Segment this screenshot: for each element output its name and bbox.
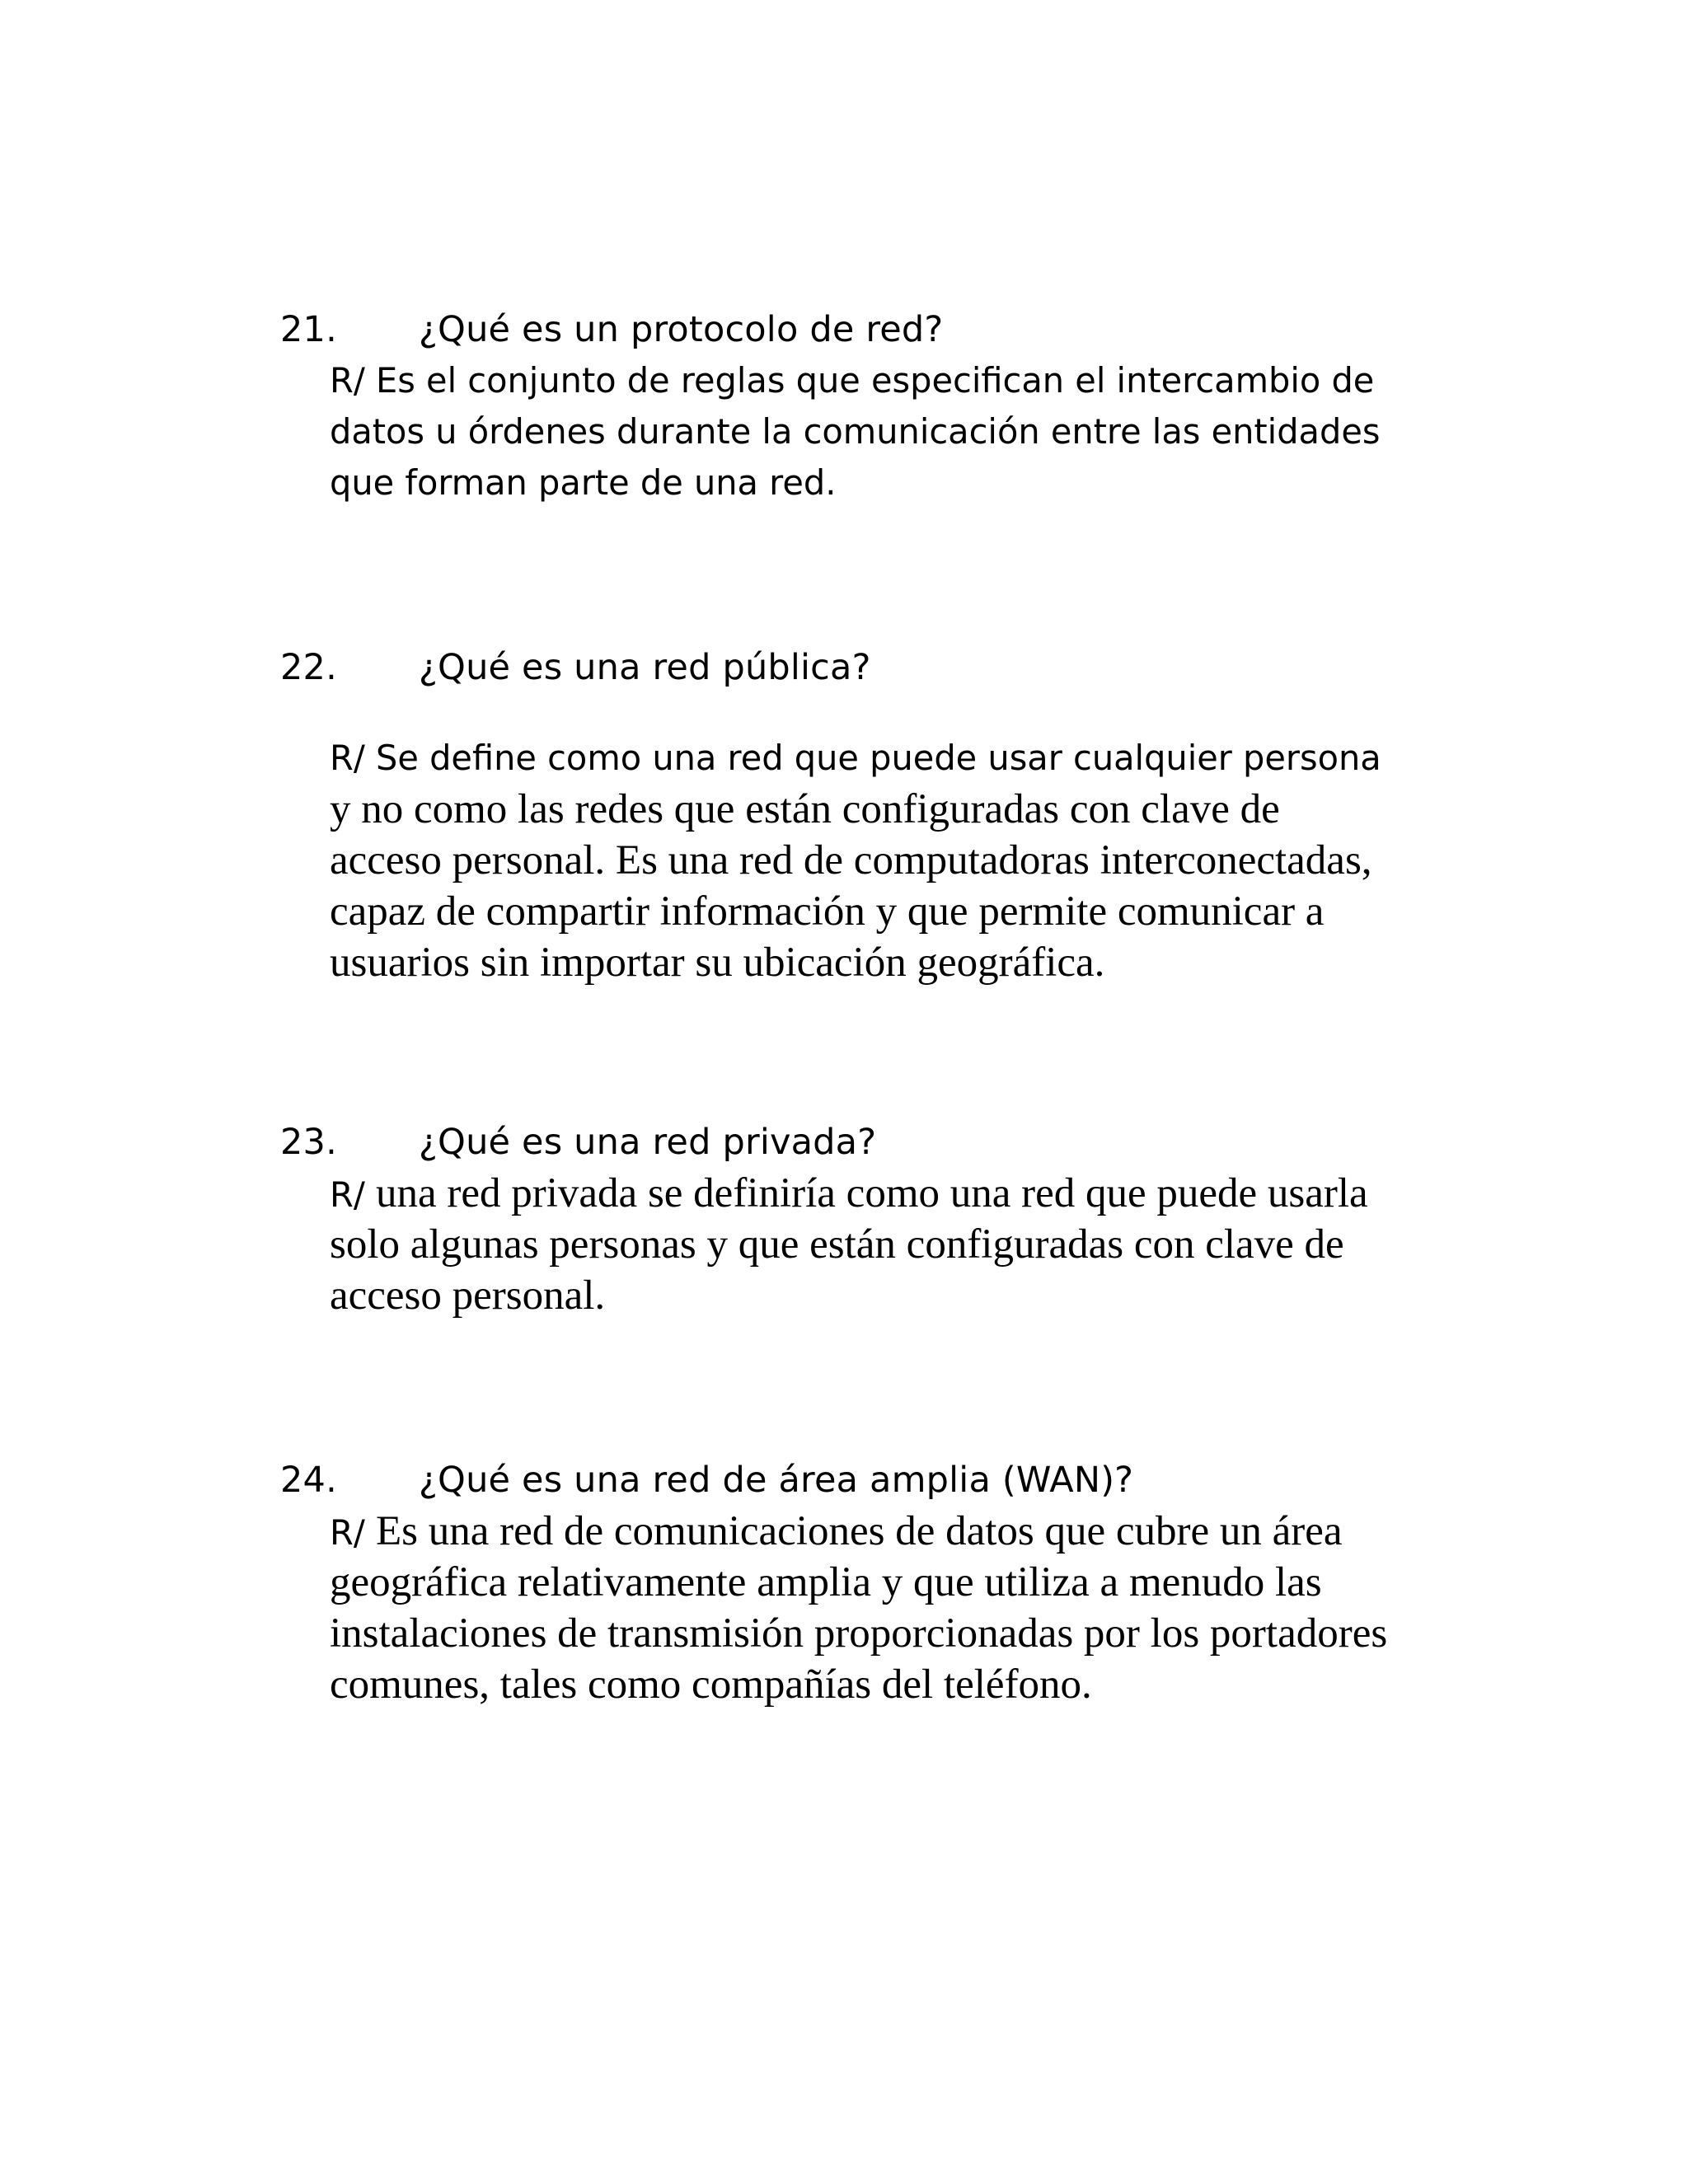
answer-line bbox=[330, 937, 1475, 988]
answer-line bbox=[330, 886, 1475, 937]
answer-text: instalaciones de transmisión proporcionadas por los portadores bbox=[330, 1610, 1388, 1657]
answer-line bbox=[330, 457, 1475, 509]
answer-line bbox=[330, 1608, 1475, 1659]
question-text: ¿Qué es una red de área amplia (WAN)? bbox=[419, 1460, 1134, 1501]
answer-line bbox=[330, 784, 1475, 835]
answer-line bbox=[330, 355, 1475, 406]
qa-item-21 bbox=[280, 304, 1459, 509]
question-line bbox=[280, 642, 1459, 693]
answer-line bbox=[330, 1659, 1475, 1710]
qa-item-22 bbox=[280, 642, 1459, 988]
answer-line bbox=[330, 1557, 1475, 1608]
question-line bbox=[280, 1455, 1459, 1506]
question-number: 24. bbox=[280, 1460, 337, 1501]
qa-item-23 bbox=[280, 1117, 1459, 1321]
answer-text: geográfica relativamente amplia y que utiliza a menudo las bbox=[330, 1559, 1322, 1605]
qa-item-24 bbox=[280, 1455, 1459, 1710]
answer-text: Es una red de comunicaciones de datos que cubre un área bbox=[376, 1508, 1343, 1554]
answer-text: R/ Se define como una red que puede usar cualquier persona bbox=[330, 738, 1381, 778]
answer-line bbox=[330, 1506, 1475, 1557]
answer-text: usuarios sin importar su ubicación geográfica. bbox=[330, 940, 1105, 986]
answer-block bbox=[280, 1506, 1475, 1710]
answer-prefix: R/ bbox=[330, 1512, 377, 1553]
question-text: ¿Qué es una red privada? bbox=[419, 1122, 877, 1163]
answer-line bbox=[330, 406, 1475, 457]
answer-text: solo algunas personas y que están configuradas con clave de bbox=[330, 1221, 1344, 1268]
answer-text: acceso personal. Es una red de computadoras interconectadas, bbox=[330, 837, 1372, 883]
answer-text: que forman parte de una red. bbox=[330, 462, 837, 503]
answer-line bbox=[330, 1219, 1475, 1270]
answer-text: capaz de compartir información y que permite comunicar a bbox=[330, 888, 1325, 935]
question-text: ¿Qué es un protocolo de red? bbox=[419, 309, 944, 350]
answer-text: R/ Es el conjunto de reglas que especifican el intercambio de bbox=[330, 360, 1375, 401]
question-number: 23. bbox=[280, 1122, 337, 1163]
question-text: ¿Qué es una red pública? bbox=[419, 647, 871, 688]
answer-line bbox=[330, 835, 1475, 886]
question-line bbox=[280, 304, 1459, 355]
answer-line bbox=[330, 1270, 1475, 1321]
answer-text: datos u órdenes durante la comunicación entre las entidades bbox=[330, 411, 1381, 452]
answer-prefix: R/ bbox=[330, 1174, 377, 1215]
answer-block bbox=[280, 733, 1475, 988]
answer-line bbox=[330, 1168, 1475, 1219]
answer-block bbox=[280, 1168, 1475, 1321]
question-number: 22. bbox=[280, 647, 337, 688]
answer-text: comunes, tales como compañías del teléfono. bbox=[330, 1661, 1092, 1708]
answer-text: acceso personal. bbox=[330, 1272, 606, 1319]
question-line bbox=[280, 1117, 1459, 1168]
answer-line bbox=[330, 733, 1475, 784]
question-number: 21. bbox=[280, 309, 337, 350]
answer-text: y no como las redes que están configuradas con clave de bbox=[330, 786, 1280, 832]
answer-block bbox=[280, 355, 1475, 509]
answer-text: una red privada se definiría como una red que puede usarla bbox=[376, 1170, 1368, 1216]
